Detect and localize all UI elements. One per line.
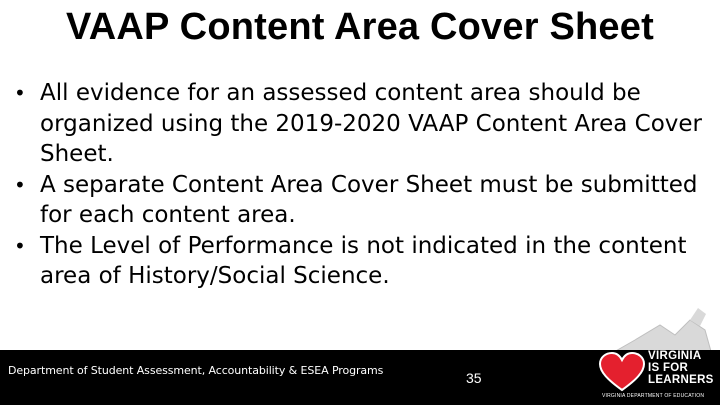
logo-line-virginia: VIRGINIA bbox=[648, 350, 702, 362]
bullet-text: The Level of Performance is not indicated in the content area of History/Social Science. bbox=[40, 232, 687, 289]
bullet-item bbox=[14, 170, 704, 231]
virginia-is-for-learners-logo bbox=[596, 350, 718, 405]
bullet-list bbox=[14, 78, 704, 292]
bullet-item bbox=[14, 78, 704, 170]
slide-title: VAAP Content Area Cover Sheet bbox=[66, 6, 654, 48]
bullet-text: A separate Content Area Cover Sheet must be submitted for each content area. bbox=[40, 171, 698, 228]
logo-subtitle: VIRGINIA DEPARTMENT OF EDUCATION bbox=[602, 393, 705, 399]
bullet-symbol: • bbox=[14, 172, 26, 197]
logo-line-isfor: IS FOR bbox=[648, 362, 689, 374]
page-number: 35 bbox=[466, 370, 482, 386]
bullet-symbol: • bbox=[14, 233, 26, 258]
heart-icon bbox=[598, 352, 646, 392]
bullet-text: All evidence for an assessed content area should be organized using the 2019-2020 VAAP Content Area Cover Sheet. bbox=[40, 80, 703, 167]
bullet-item bbox=[14, 231, 704, 292]
logo-wordmark bbox=[648, 350, 714, 386]
logo-line-learners: LEARNERS bbox=[648, 374, 714, 386]
bullet-symbol: • bbox=[14, 81, 26, 105]
footer-department: Department of Student Assessment, Accountability & ESEA Programs bbox=[8, 364, 384, 377]
